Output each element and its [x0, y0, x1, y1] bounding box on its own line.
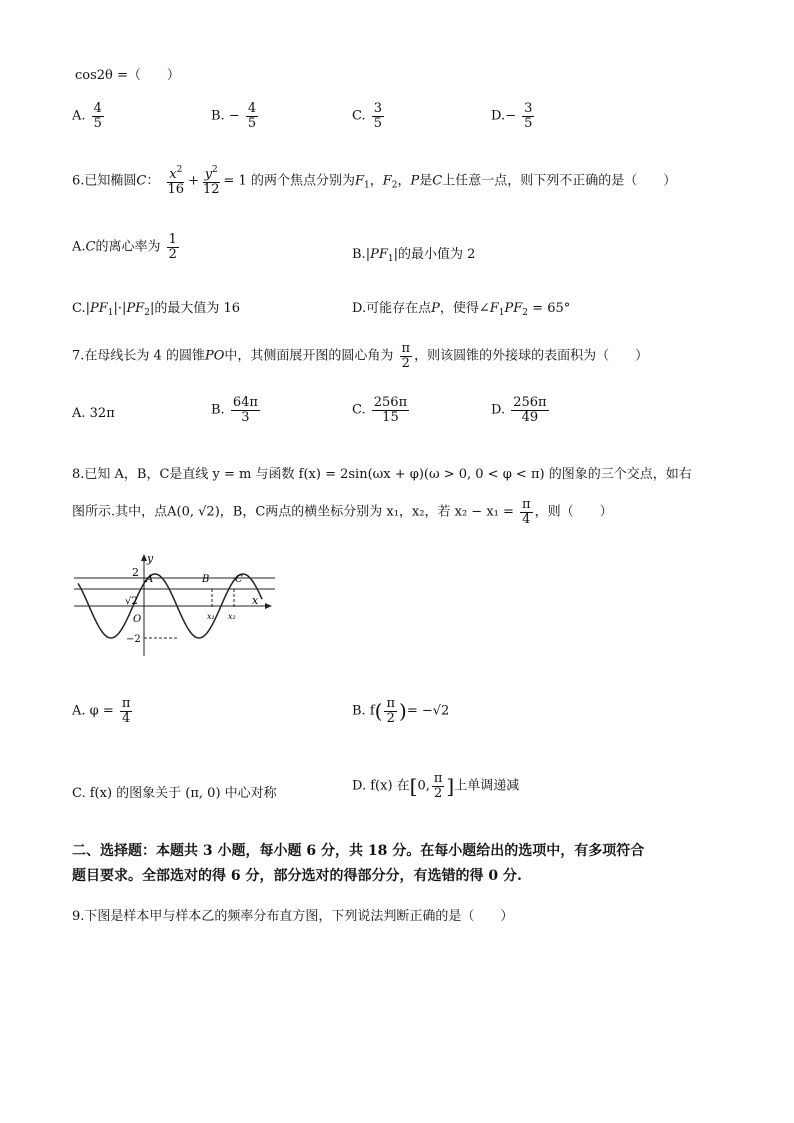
label-origin: O	[133, 614, 142, 625]
q7-option-c[interactable]: C. $\frac{256\pi}{15}$	[352, 395, 408, 425]
x-axis-arrow	[265, 603, 272, 609]
q8-option-a[interactable]: A. φ = $\frac{\pi}{4}$	[72, 696, 131, 726]
label-2: 2	[132, 566, 139, 579]
label-x1: x₁	[207, 612, 215, 621]
q7-option-b[interactable]: B. $\frac{64\pi}{3}$	[211, 395, 258, 425]
q5-option-c[interactable]: C. $\frac{3}{5}$	[352, 101, 383, 131]
q8-option-d[interactable]: D. f(x) 在[0, $\frac{\pi}{2}$ ]上单调递减	[352, 771, 520, 801]
label-sqrt2: √2	[125, 596, 138, 607]
q6-stem: 6.已知椭圆C： $\frac{x^2}{16}$ + $\frac{y^2}{12}$ = 1 的两个焦点分别为$F_1$，$F_2$，P是C上任意一点，则下列不正确的是（ ）	[72, 165, 677, 197]
q5-option-d[interactable]: D.− $\frac{3}{5}$	[491, 101, 533, 131]
q8-sine-graph	[70, 552, 280, 660]
q6-y-fraction: $\frac{y^2}{12}$	[202, 165, 220, 197]
q5-a-fraction: $\frac{4}{5}$	[93, 101, 102, 131]
q5-option-a[interactable]: A. $\frac{4}{5}$	[72, 101, 102, 131]
q6-option-d[interactable]: D.可能存在点P，使得$\angle F_1PF_2 = 65^\circ$	[352, 301, 571, 318]
q7-option-a[interactable]: A. 32π	[72, 406, 115, 421]
x-axis-label: x	[252, 594, 259, 607]
label-b: B	[202, 574, 210, 585]
q8-option-b[interactable]: B. f( $\frac{\pi}{2}$ )= −√2	[352, 696, 450, 726]
q7-stem: 7.在母线长为 4 的圆锥PO中，其侧面展开图的圆心角为 $\frac{\pi}{2}$ ，则该圆锥的外接球的表面积为（ ）	[72, 341, 649, 371]
label-neg2: −2	[126, 634, 141, 645]
q9-stem: 9.下图是样本甲与样本乙的频率分布直方图，下列说法判断正确的是（ ）	[72, 909, 514, 924]
q6-option-c[interactable]: $C.|PF_1|\cdot|PF_2|$的最大值为 16	[72, 301, 241, 318]
q5-c-fraction: $\frac{3}{5}$	[373, 101, 383, 131]
label-a: A	[146, 574, 154, 585]
y-axis-label: y	[147, 552, 154, 565]
q8-stem-line2: 图所示.其中，点A(0, √2)，B，C两点的横坐标分别为 x₁，x₂，若 x₂ − x₁ = $\frac{\pi}{4}$ ，则（ ）	[72, 497, 613, 527]
section2-heading-line2: 题目要求。全部选对的得 6 分，部分选对的得部分分，有选错的得 0 分.	[72, 868, 522, 884]
q8-stem-line1: 8.已知 A，B，C是直线 y = m 与函数 f(x) = 2sin(ωx + φ)(ω > 0, 0 < φ < π) 的图象的三个交点，如右	[72, 467, 692, 482]
section2-heading-line1: 二、选择题：本题共 3 小题，每小题 6 分，共 18 分。在每小题给出的选项中，有多项符合	[72, 843, 645, 859]
q5-option-b[interactable]: B. − $\frac{4}{5}$	[211, 101, 257, 131]
q5-stem: cos2θ =（ ）	[75, 68, 180, 83]
q6-x-fraction: $\frac{x^2}{16}$	[167, 165, 185, 197]
q6-option-b[interactable]: $B.|PF_1|$的最小值为 2	[352, 247, 476, 264]
label-c: C	[235, 574, 243, 585]
q5-d-fraction: $\frac{3}{5}$	[524, 101, 533, 131]
q5-b-fraction: $\frac{4}{5}$	[247, 101, 257, 131]
q6-option-a[interactable]: A.C的离心率为 $\frac{1}{2}$	[72, 232, 177, 262]
label-x2: x₂	[228, 612, 236, 621]
q7-option-d[interactable]: D. $\frac{256\pi}{49}$	[491, 395, 547, 425]
q8-option-c[interactable]: C. f(x) 的图象关于 (π, 0) 中心对称	[72, 786, 277, 801]
